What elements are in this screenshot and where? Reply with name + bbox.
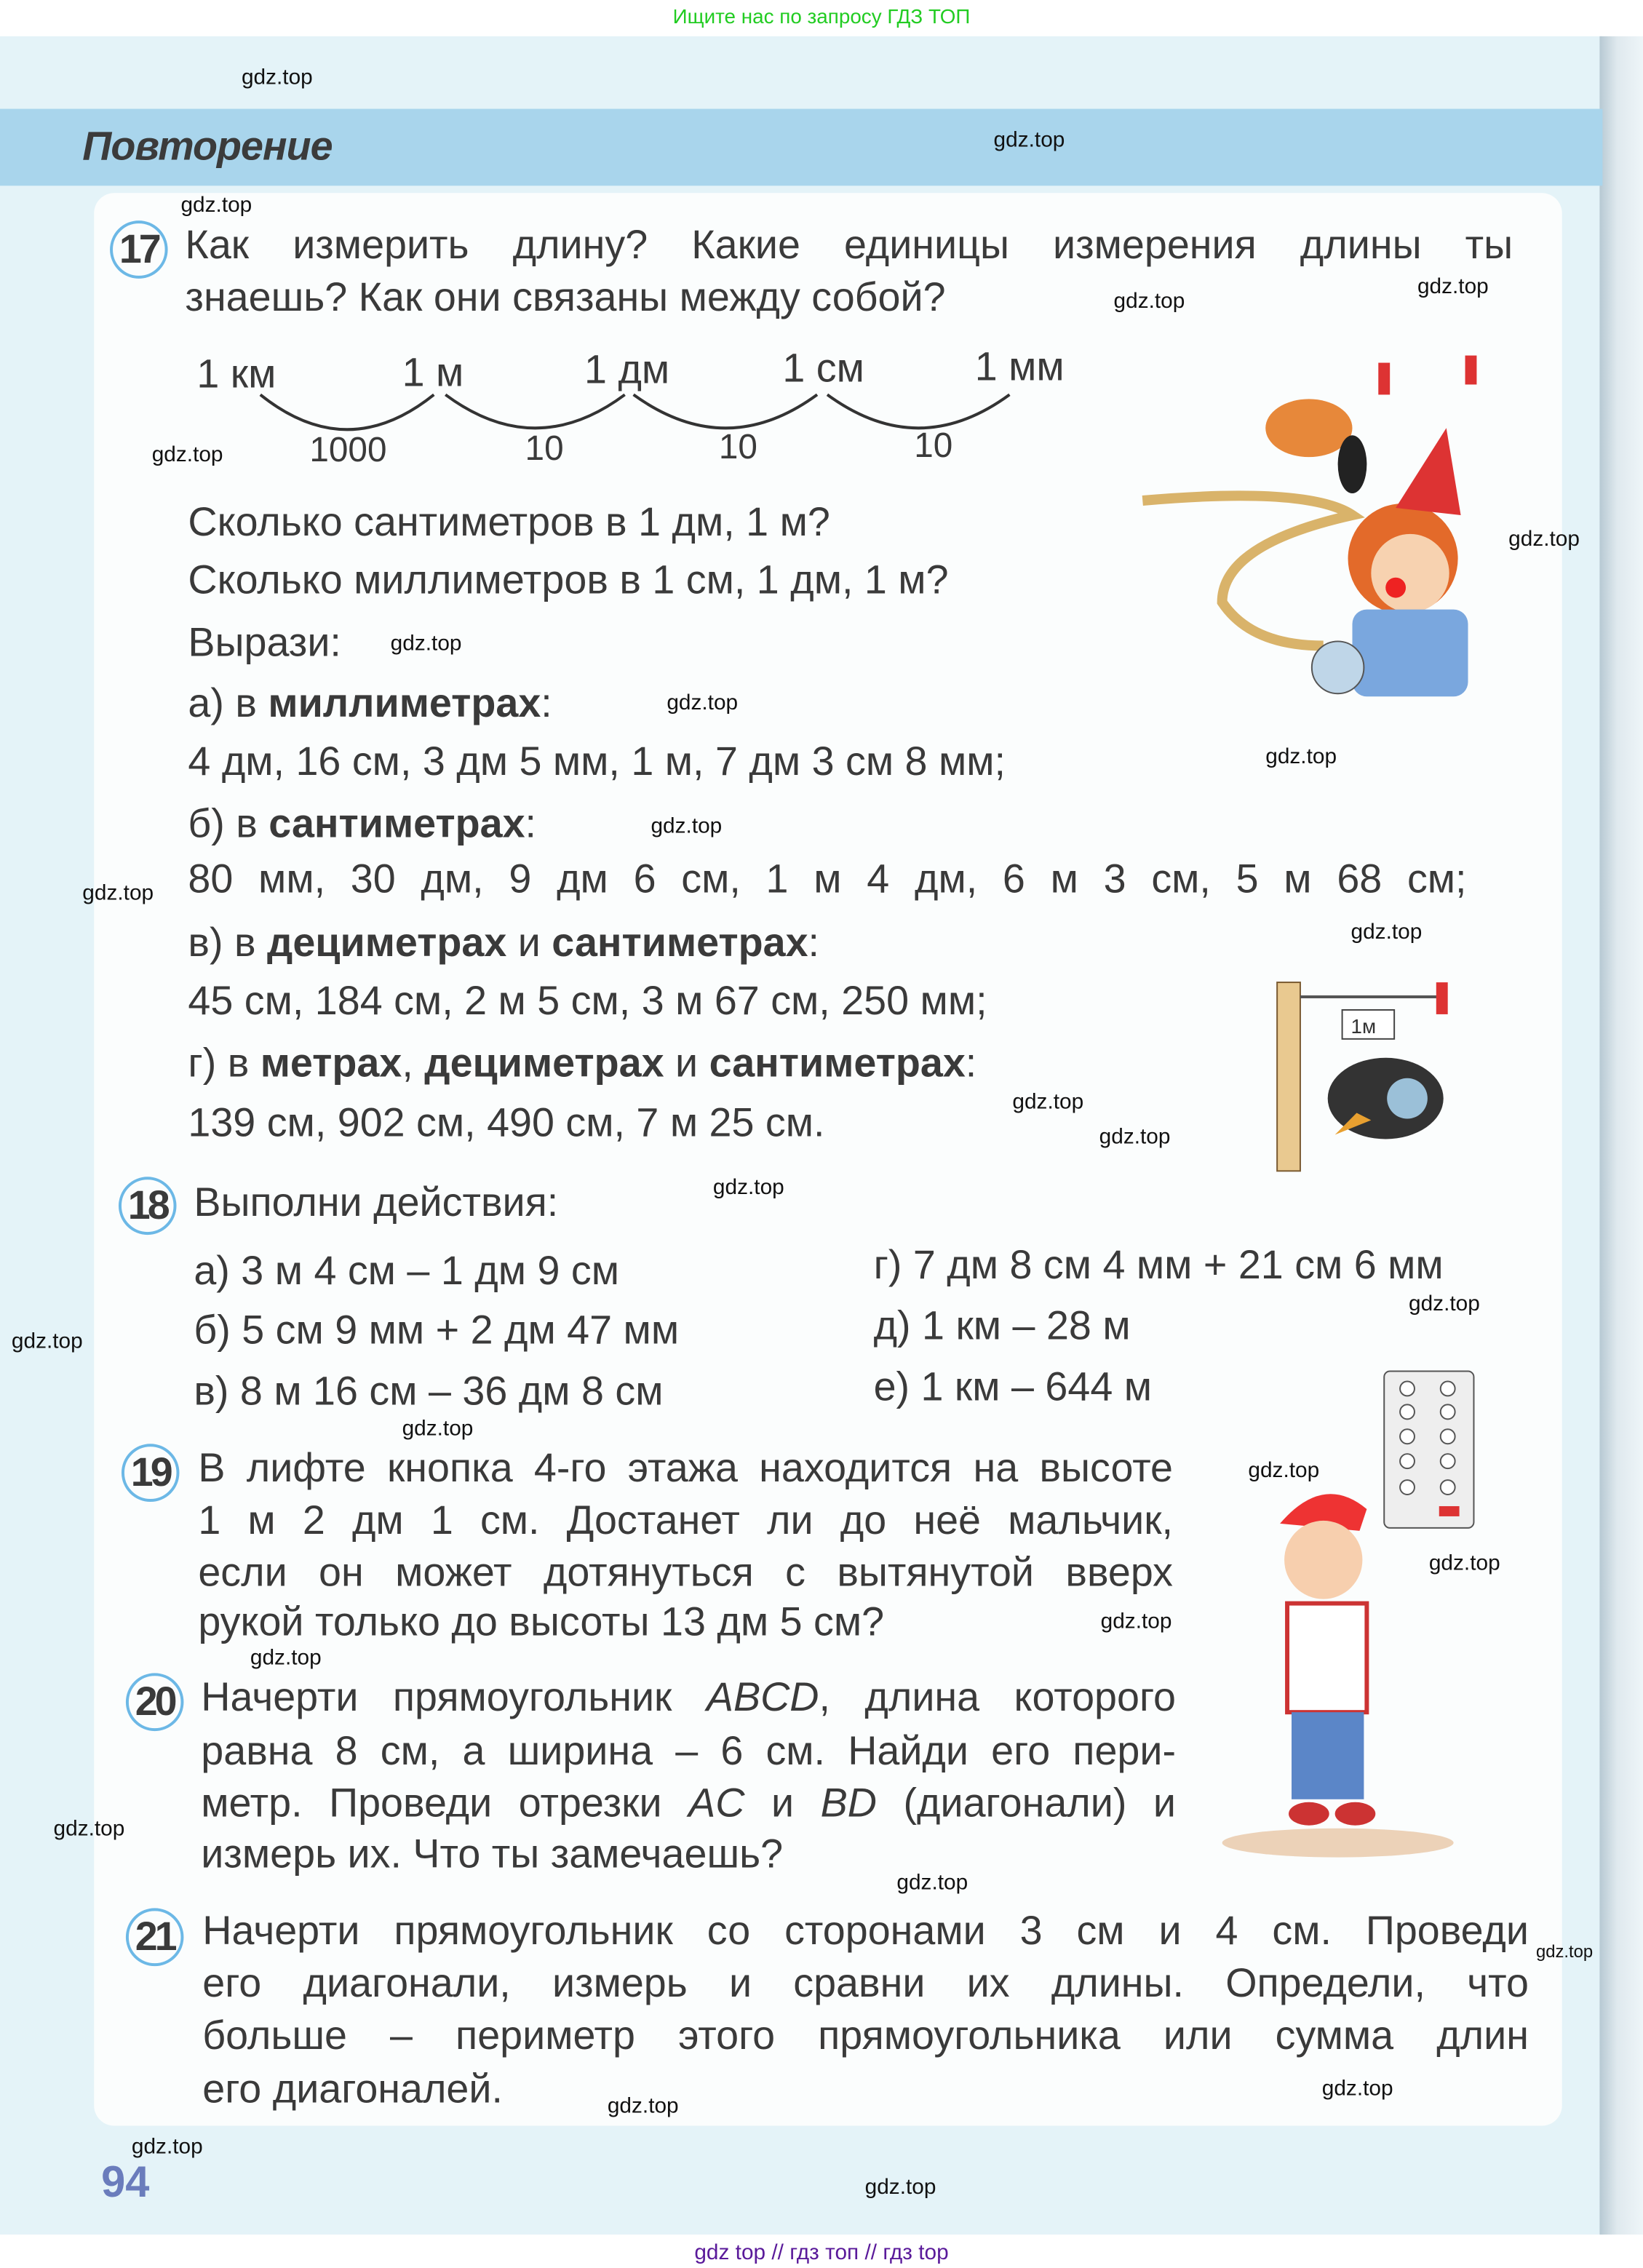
task18-item-b: б) 5 см 9 мм + 2 дм 47 мм — [194, 1307, 680, 1353]
watermark: gdz.top — [993, 127, 1065, 153]
dog-icon — [1265, 399, 1352, 457]
t17-line — [188, 741, 1006, 782]
task-number-19: 19 — [122, 1444, 180, 1502]
t20-line — [201, 1831, 784, 1877]
factor-cm-mm: 10 — [914, 426, 953, 466]
watermark: gdz.top — [151, 442, 223, 468]
elevator-panel-icon — [1384, 1372, 1473, 1528]
bold-term: сантиметрах — [709, 1040, 966, 1086]
bird-with-ruler-illustration — [1270, 975, 1472, 1178]
footer-links[interactable]: gdz top // гдз топ // гдз top — [694, 2240, 949, 2265]
text-segment: а) в — [188, 680, 268, 726]
text-segment: и — [664, 1040, 709, 1086]
text-segment: и — [744, 1780, 821, 1826]
task21-line: его диагоналей. — [202, 2066, 503, 2112]
task18-item-d: д) 1 км – 28 м — [873, 1302, 1131, 1348]
text-segment: Сколько миллиметров в 1 см, 1 дм, 1 м? — [188, 557, 949, 602]
task18-item-a: а) 3 м 4 см – 1 дм 9 см — [194, 1248, 619, 1293]
t17-line — [188, 557, 949, 602]
t20-line — [201, 1780, 1177, 1826]
t17-line — [188, 680, 552, 726]
measuring-tape-icon — [1142, 496, 1352, 645]
text-segment: измерь их. Что ты замечаешь? — [201, 1831, 784, 1877]
bold-term: метрах — [260, 1040, 402, 1086]
search-banner[interactable]: Ищите нас по запросу ГДЗ ТОП — [672, 4, 971, 28]
watermark: gdz.top — [607, 2093, 679, 2119]
clown-with-tape-illustration — [1135, 341, 1519, 718]
task21-line: его диагонали, измерь и сравни их длины. Определи, что — [202, 1960, 1529, 2005]
watermark: gdz.top — [82, 880, 154, 906]
watermark: gdz.top — [1113, 288, 1185, 314]
page-spine-edge — [1599, 36, 1643, 2235]
task-number-20: 20 — [126, 1673, 184, 1731]
task18-item-v: в) 8 м 16 см – 36 дм 8 см — [194, 1368, 664, 1414]
unit-dm: 1 дм — [584, 346, 670, 392]
watermark: gdz.top — [1428, 1551, 1500, 1576]
text-segment: 139 см, 902 см, 490 см, 7 м 25 см. — [188, 1099, 825, 1145]
task17-intro-line: знаешь? Как они связаны между собой? — [185, 274, 946, 319]
task17-intro-line: Как измерить длину? Какие единицы измерения длины ты — [185, 222, 1513, 267]
arc — [260, 394, 434, 429]
watermark: gdz.top — [1350, 920, 1423, 945]
bold-term: сантиметрах — [268, 800, 525, 846]
text-segment: равна 8 см, а ширина – 6 см. Найди его пери- — [201, 1728, 1177, 1773]
watermark: gdz.top — [896, 1870, 968, 1895]
text-segment: Вырази: — [188, 619, 341, 665]
ruler-icon — [1277, 982, 1300, 1171]
bold-term: миллиметрах — [268, 680, 541, 726]
watermark: gdz.top — [11, 1329, 83, 1354]
italic-term: AC — [688, 1780, 745, 1826]
t17-line — [188, 978, 987, 1023]
task19-line: 1 м 2 дм 1 см. Достанет ли до неё мальчик, — [198, 1497, 1174, 1543]
watermark: gdz.top — [53, 1816, 125, 1842]
text-segment: б) в — [188, 800, 269, 846]
text-segment: : — [965, 1040, 977, 1086]
italic-term: ABCD — [706, 1674, 819, 1720]
watermark: gdz.top — [402, 1416, 474, 1441]
text-segment: г) в — [188, 1040, 260, 1086]
text-segment: 45 см, 184 см, 2 м 5 см, 3 м 67 см, 250 мм; — [188, 978, 987, 1023]
t17-line — [188, 619, 341, 665]
bold-term: дециметрах — [267, 920, 507, 966]
task18-title: Выполни действия: — [194, 1179, 559, 1225]
bold-term: дециметрах — [424, 1040, 664, 1086]
text-segment: в) в — [188, 920, 268, 966]
text-segment: Сколько сантиметров в 1 дм, 1 м? — [188, 499, 830, 544]
unit-km: 1 км — [196, 351, 277, 397]
t20-line — [201, 1674, 1177, 1720]
t17-line — [188, 856, 1467, 902]
text-segment: 4 дм, 16 см, 3 дм 5 мм, 1 м, 7 дм 3 см 8 мм; — [188, 739, 1006, 784]
watermark: gdz.top — [651, 813, 723, 839]
arc — [827, 394, 1009, 428]
task19-line: если он может дотянуться с вытянутой вверх — [198, 1549, 1174, 1595]
watermark: gdz.top — [1535, 1941, 1594, 1962]
unit-cm: 1 см — [782, 345, 864, 391]
stick-icon — [1378, 363, 1390, 395]
watermark: gdz.top — [250, 1645, 322, 1671]
task-number-18: 18 — [119, 1177, 177, 1235]
text-segment: Начерти прямоугольник — [201, 1674, 707, 1720]
watermark: gdz.top — [1508, 526, 1580, 552]
unit-mm: 1 мм — [974, 343, 1065, 389]
text-segment: , — [402, 1040, 425, 1086]
arc — [634, 394, 817, 428]
watermark: gdz.top — [131, 2134, 203, 2160]
watermark: gdz.top — [390, 631, 462, 656]
unit-m: 1 м — [402, 349, 464, 395]
watermark: gdz.top — [1099, 1124, 1171, 1150]
watermark: gdz.top — [1321, 2076, 1393, 2101]
t17-line — [188, 1099, 825, 1145]
task19-line: рукой только до высоты 13 дм 5 см? — [198, 1599, 885, 1644]
factor-dm-cm: 10 — [718, 428, 757, 468]
task18-item-e: е) 1 км – 644 м — [873, 1364, 1153, 1409]
t17-line — [188, 1040, 977, 1086]
task18-item-g: г) 7 дм 8 см 4 мм + 21 см 6 мм — [873, 1242, 1444, 1287]
watermark: gdz.top — [1409, 1291, 1480, 1316]
text-segment: 80 мм, 30 дм, 9 дм 6 см, 1 м 4 дм, 6 м 3 см, 5 м 68 см; — [188, 856, 1467, 902]
text-segment: : — [541, 680, 552, 726]
task-number-17: 17 — [110, 220, 168, 279]
t17-line — [188, 499, 830, 544]
bold-term: сантиметрах — [552, 920, 808, 966]
t17-line — [188, 920, 820, 966]
factor-m-dm: 10 — [525, 429, 564, 469]
arc — [445, 394, 624, 428]
watermark: gdz.top — [864, 2175, 936, 2200]
watermark: gdz.top — [1248, 1458, 1320, 1484]
watermark: gdz.top — [241, 65, 313, 90]
boy-at-elevator-illustration — [1222, 1364, 1512, 1865]
task19-line: В лифте кнопка 4-го этажа находится на высоте — [198, 1445, 1174, 1491]
t17-line — [188, 800, 537, 846]
text-segment: : — [525, 800, 537, 846]
watermark: gdz.top — [1100, 1609, 1172, 1634]
watermark: gdz.top — [712, 1175, 784, 1201]
factor-km-m: 1000 — [309, 431, 387, 471]
task-number-21: 21 — [126, 1908, 184, 1966]
watermark: gdz.top — [1265, 744, 1337, 769]
sign-label: 1м — [1350, 1014, 1377, 1038]
watermark: gdz.top — [1417, 274, 1489, 299]
text-segment: : — [808, 920, 820, 966]
text-segment: и — [506, 920, 552, 966]
task21-line: больше – периметр этого прямоугольника или сумма длин — [202, 2012, 1529, 2058]
text-segment: (диагонали) и — [876, 1780, 1177, 1826]
page-number: 94 — [101, 2159, 150, 2208]
section-title: Повторение — [82, 123, 333, 169]
watermark: gdz.top — [1012, 1089, 1084, 1115]
text-segment: метр. Проведи отрезки — [201, 1780, 689, 1826]
t20-line — [201, 1728, 1177, 1773]
watermark: gdz.top — [667, 691, 739, 716]
italic-term: BD — [820, 1780, 877, 1826]
boy-face-icon — [1284, 1521, 1362, 1599]
text-segment: , длина которого — [819, 1674, 1177, 1720]
task21-line: Начерти прямоугольник со сторонами 3 см и 4 см. Проведи — [202, 1908, 1529, 1954]
clown-face-icon — [1371, 534, 1449, 613]
watermark: gdz.top — [180, 193, 252, 218]
